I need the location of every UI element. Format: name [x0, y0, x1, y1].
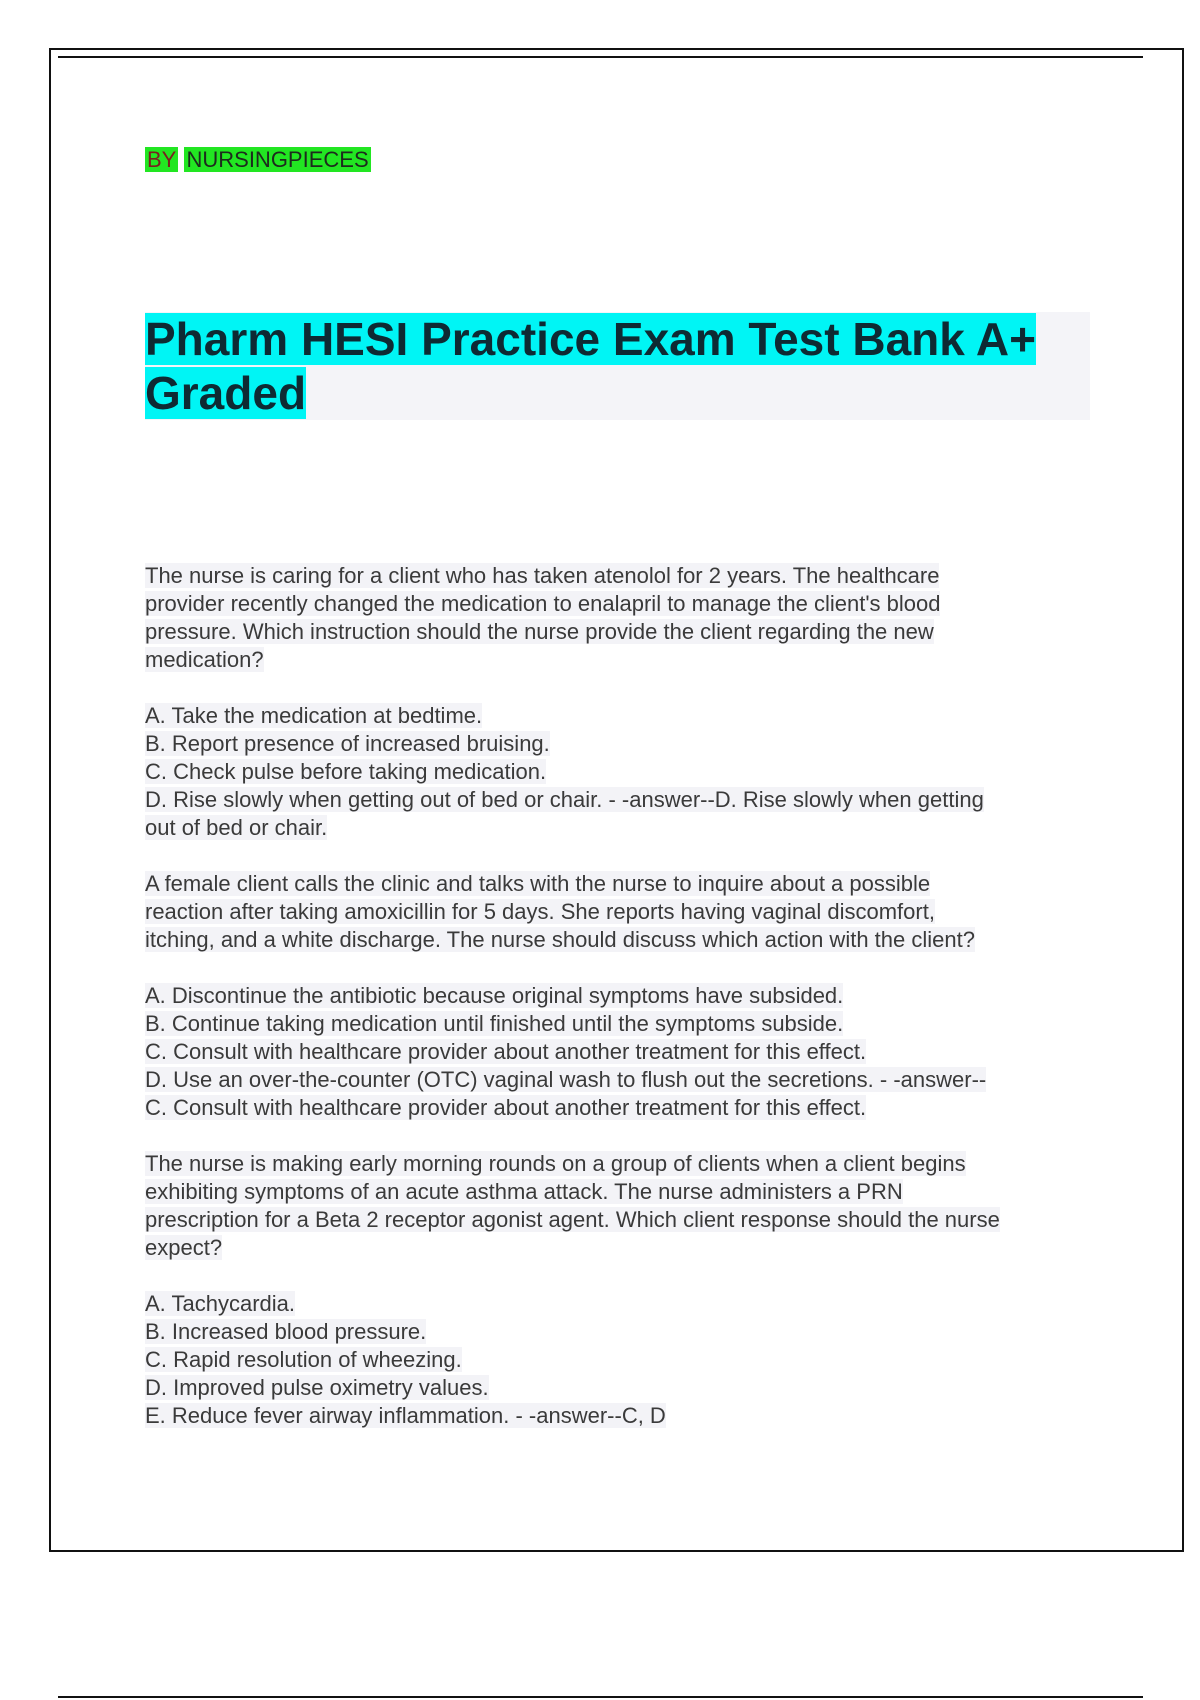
answer-option: C. Consult with healthcare provider about another treatment for this effect. [145, 1095, 867, 1120]
byline-author: NURSINGPIECES [186, 147, 369, 172]
title-line-1: Pharm HESI Practice Exam Test Bank A+ [145, 313, 1037, 365]
byline [145, 146, 371, 174]
answer-option: out of bed or chair. [145, 815, 328, 840]
top-rule [58, 56, 1143, 58]
answer-option: A. Take the medication at bedtime. [145, 703, 483, 728]
answer-option: D. Rise slowly when getting out of bed or chair. - -answer--D. Rise slowly when getting [145, 787, 984, 812]
answer-option: B. Continue taking medication until finished until the symptoms subside. [145, 1011, 844, 1036]
answer-option: E. Reduce fever airway inflammation. - -answer--C, D [145, 1403, 666, 1428]
question-1 [145, 562, 1090, 842]
answer-option: C. Check pulse before taking medication. [145, 759, 547, 784]
answer-option: A. Tachycardia. [145, 1291, 296, 1316]
question-stem: The nurse is caring for a client who has taken atenolol for 2 years. The healthcare provider recently changed the medication to enalapril to manage the client's blood pressure. Which instruction should the nurse provide the client regarding the new medication? [145, 563, 941, 672]
bottom-rule [58, 1696, 1143, 1698]
answer-option: A. Discontinue the antibiotic because original symptoms have subsided. [145, 983, 844, 1008]
question-stem: A female client calls the clinic and talks with the nurse to inquire about a possible reaction after taking amoxicillin for 5 days. She reports having vaginal discomfort, itching, and a white discharge. The nurse should discuss which action with the client? [145, 871, 975, 952]
question-2 [145, 870, 1090, 1122]
answer-option: B. Increased blood pressure. [145, 1319, 427, 1344]
answer-option: C. Rapid resolution of wheezing. [145, 1347, 462, 1372]
document-title [145, 312, 1090, 420]
question-3 [145, 1150, 1090, 1430]
answer-option: D. Improved pulse oximetry values. [145, 1375, 489, 1400]
byline-by: BY [147, 147, 177, 172]
answer-option: D. Use an over-the-counter (OTC) vaginal wash to flush out the secretions. - -answer-- [145, 1067, 987, 1092]
answer-option: B. Report presence of increased bruising. [145, 731, 550, 756]
question-list [145, 562, 1090, 1458]
title-line-2: Graded [145, 367, 307, 419]
answer-option: C. Consult with healthcare provider about another treatment for this effect. [145, 1039, 867, 1064]
question-stem: The nurse is making early morning rounds on a group of clients when a client begins exhibiting symptoms of an acute asthma attack. The nurse administers a PRN prescription for a Beta 2 receptor agonist agent. Which client response should the nurse expect? [145, 1151, 1000, 1260]
